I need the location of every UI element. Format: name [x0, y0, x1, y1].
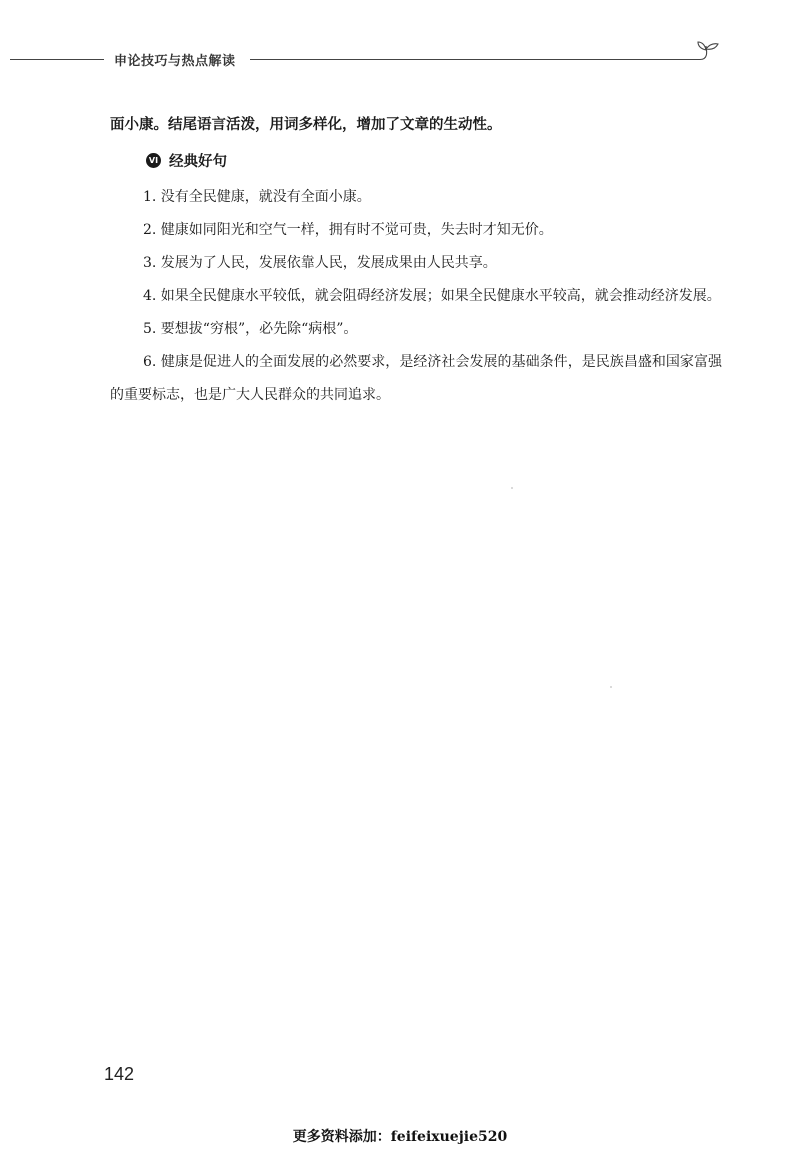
- quote-item-5: 5. 要想拔“穷根”，必先除“病根”。: [143, 321, 358, 337]
- quote-item-3: 3. 发展为了人民，发展依靠人民，发展成果由人民共享。: [143, 255, 497, 271]
- sprout-icon: [698, 42, 718, 60]
- page-number: 142: [104, 1064, 135, 1084]
- quote-item-4: 4. 如果全民健康水平较低，就会阻碍经济发展；如果全民健康水平较高，就会推动经济发展。: [143, 288, 721, 304]
- section-number-icon: VI: [146, 153, 161, 168]
- quote-item-6: 6. 健康是促进人的全面发展的必然要求，是经济社会发展的基础条件，是民族昌盛和国家富强的重要标志，也是广大人民群众的共同追求。: [110, 354, 722, 403]
- header-title: 申论技巧与热点解读: [114, 54, 236, 69]
- quote-item-1: 1. 没有全民健康，就没有全面小康。: [143, 189, 371, 205]
- page-header: [0, 40, 800, 80]
- article-body: [110, 114, 722, 412]
- quote-item-2: 2. 健康如同阳光和空气一样，拥有时不觉可贵，失去时才知无价。: [143, 222, 553, 238]
- lead-paragraph: 面小康。结尾语言活泼，用词多样化，增加了文章的生动性。: [110, 117, 502, 133]
- quote-list: [110, 181, 722, 412]
- print-speck: [610, 686, 612, 688]
- footer-note: 更多资料添加：feifeixuejie520: [292, 1129, 508, 1145]
- print-speck: [511, 487, 513, 489]
- section-title: 经典好句: [169, 153, 227, 170]
- section-heading: [146, 148, 722, 172]
